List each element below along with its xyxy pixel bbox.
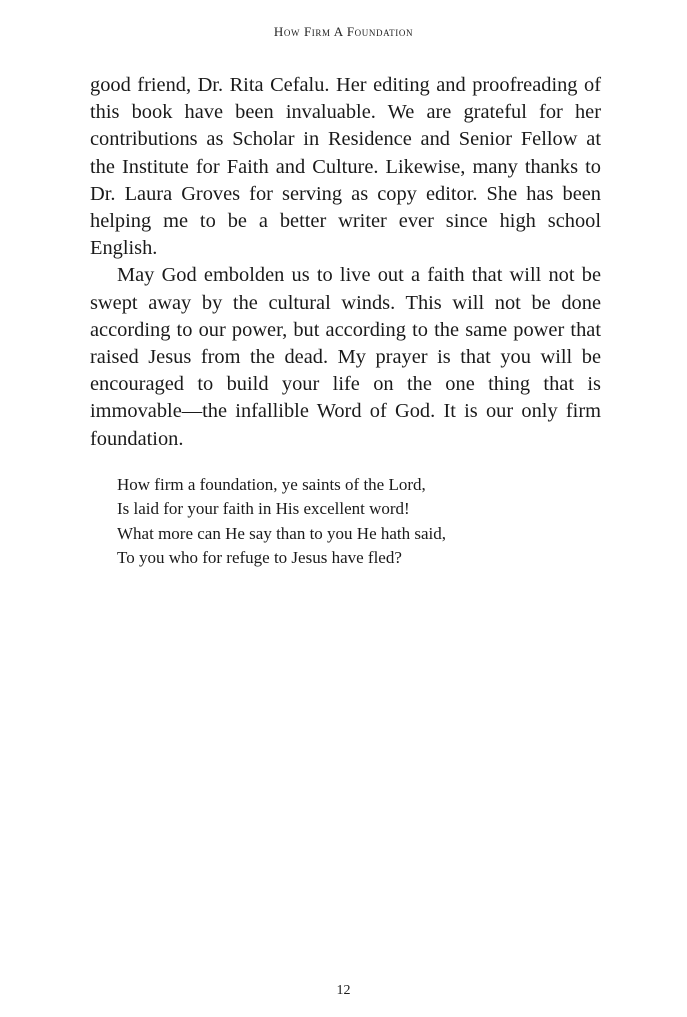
hymn-line: What more can He say than to you He hath said, bbox=[117, 523, 447, 543]
body-text bbox=[90, 72, 601, 453]
running-head: How Firm A Foundation bbox=[273, 24, 414, 39]
hymn-line: Is laid for your faith in His excellent word! bbox=[117, 499, 410, 519]
paragraph-closing: May God embolden us to live out a faith that will not be swept away by the cultural winds. This will not be done according to our power, but according to the same power that raised Jesus from the dead. My prayer is that you will be encouraged to build your life on the one thing that is immovable—the infallible Word of God. It is our only firm foundation. bbox=[90, 264, 601, 450]
hymn-quote bbox=[117, 473, 446, 570]
hymn-line: To you who for refuge to Jesus have fled? bbox=[117, 547, 402, 567]
paragraph-continued: good friend, Dr. Rita Cefalu. Her editing and proofreading of this book have been invaluable. We are grateful for her contributions as Scholar in Residence and Senior Fellow at the Institute for Faith and Culture. Likewise, many thanks to Dr. Laura Groves for serving as copy editor. She has been helping me to be a better writer ever since high school English. bbox=[90, 74, 601, 260]
page-number: 12 bbox=[336, 983, 351, 998]
hymn-line: How firm a foundation, ye saints of the Lord, bbox=[117, 475, 426, 494]
